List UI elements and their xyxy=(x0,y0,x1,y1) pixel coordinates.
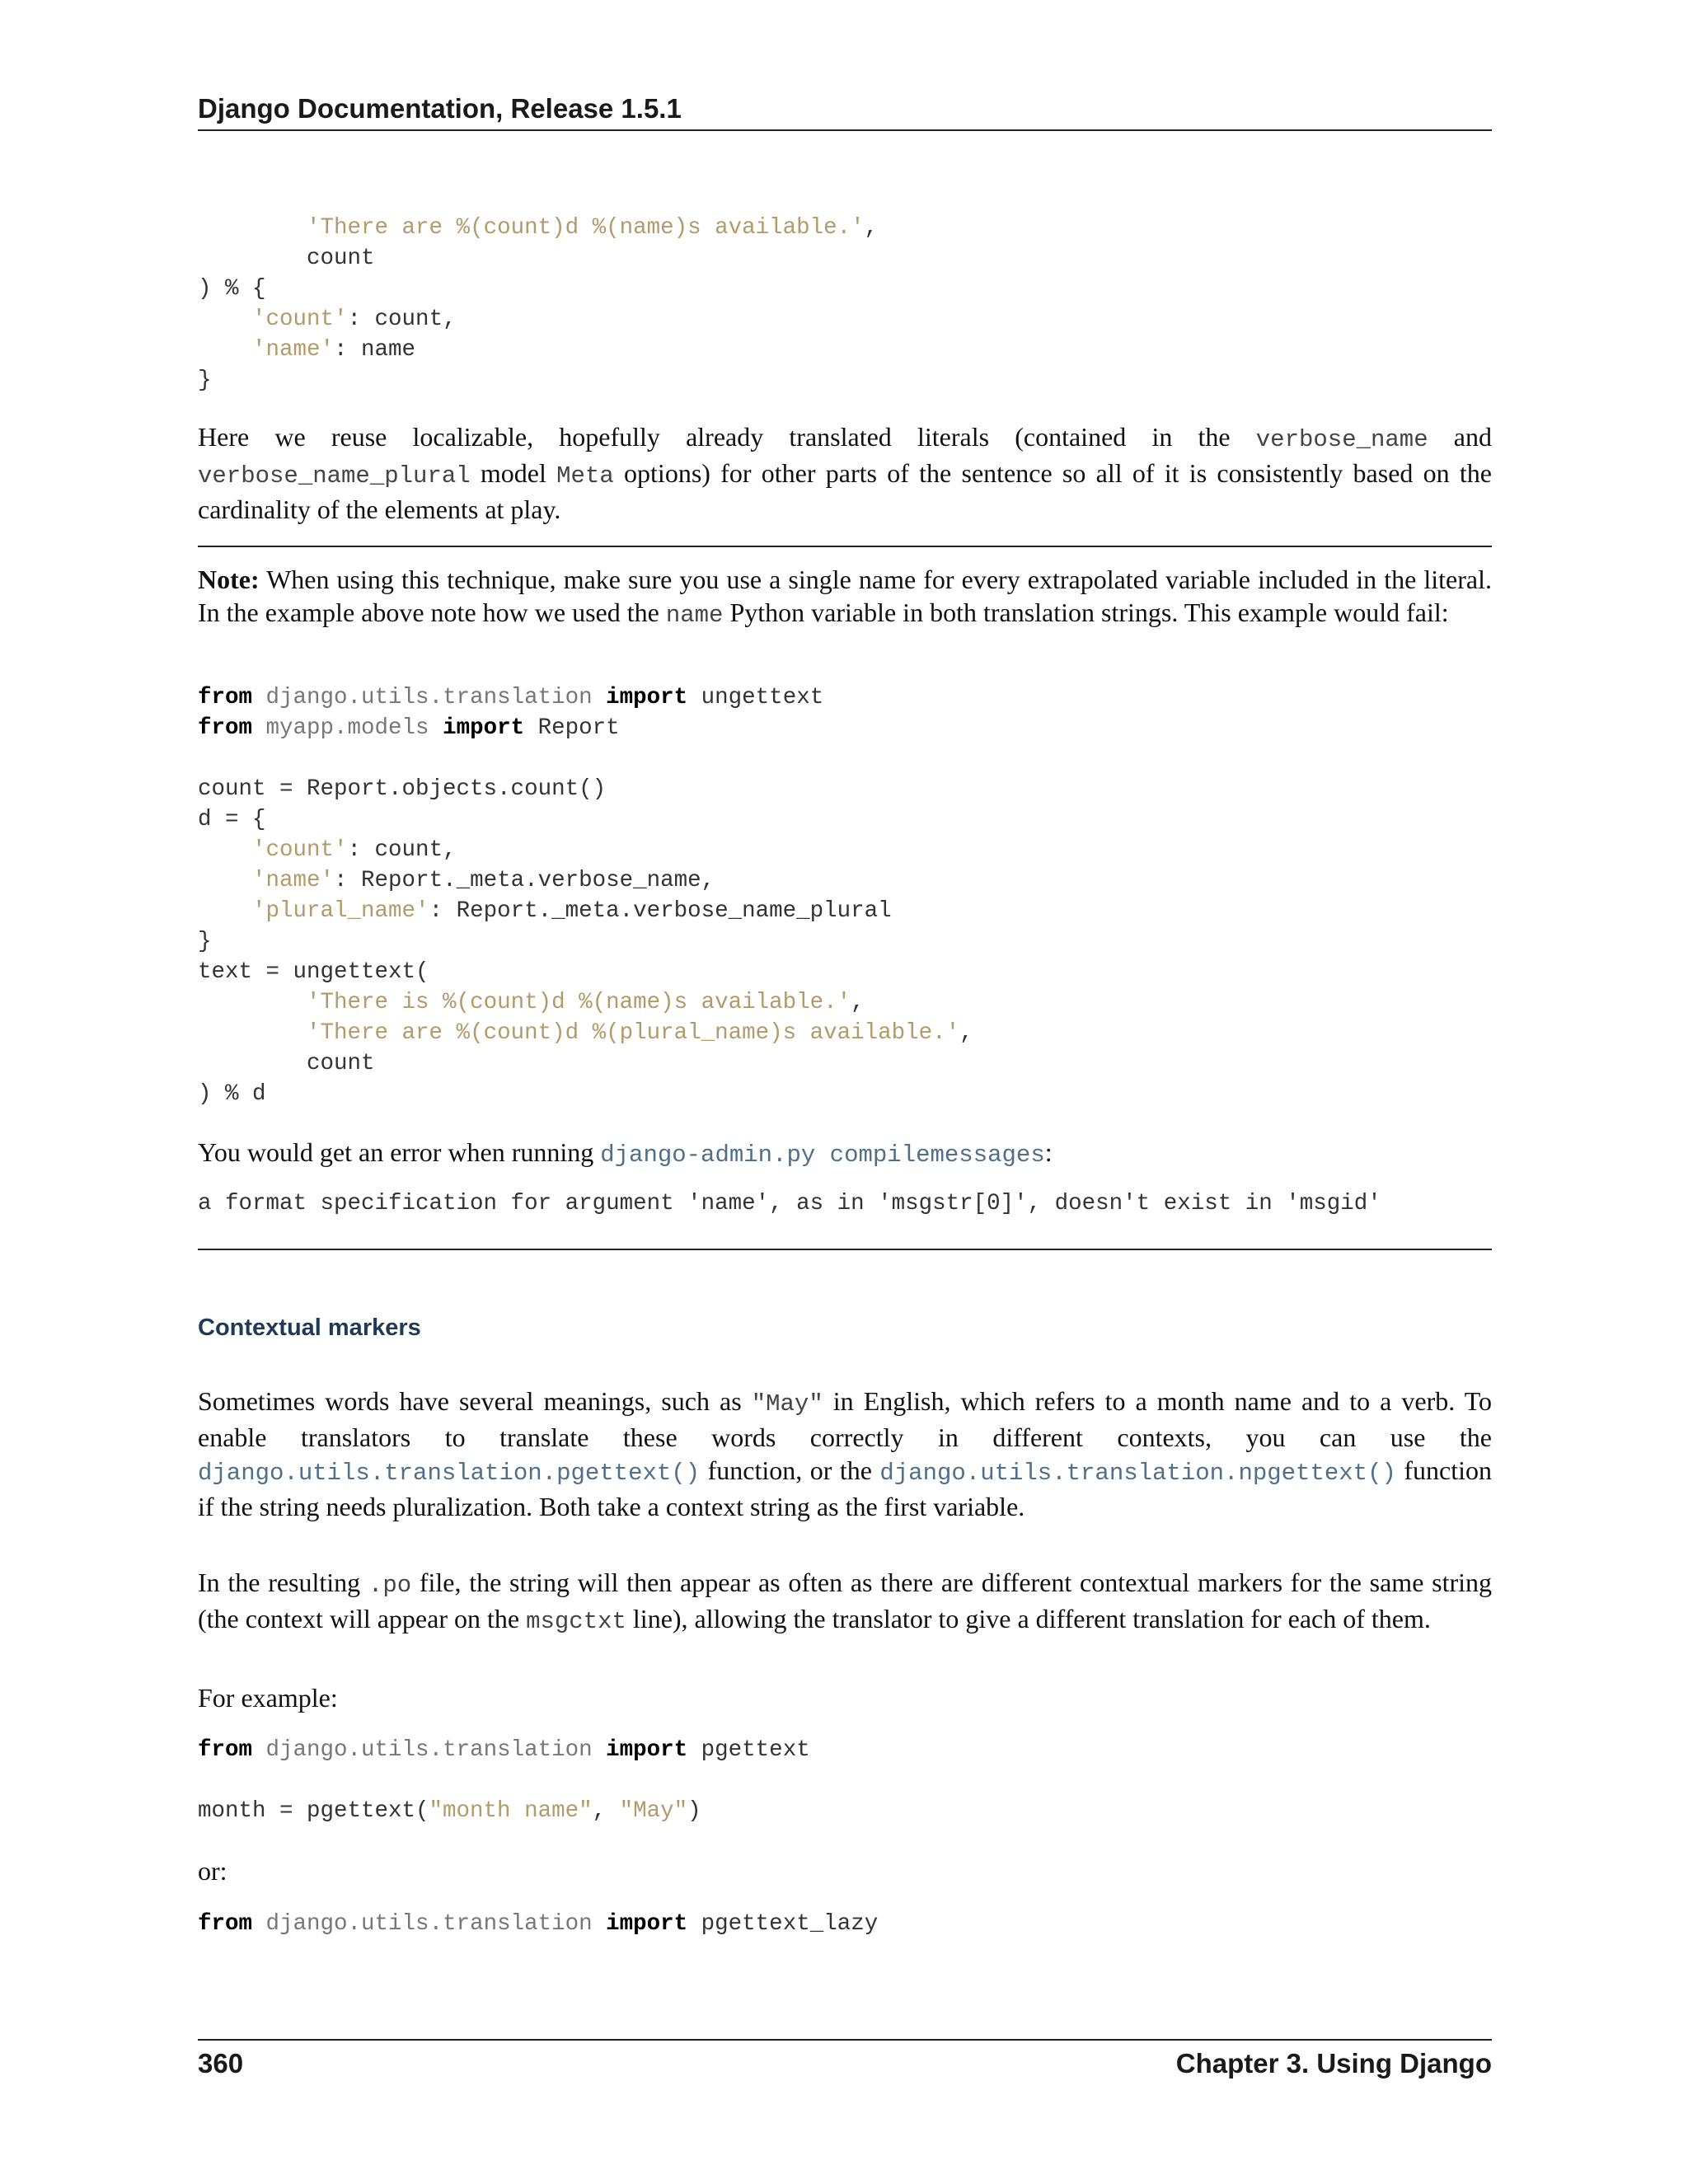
code-block-pgettext-lazy xyxy=(198,1909,878,1939)
code-text: Report xyxy=(537,715,620,741)
code-text: month = pgettext( xyxy=(198,1798,429,1824)
code-module: django.utils.translation xyxy=(265,685,593,710)
code-string: 'name' xyxy=(252,868,335,893)
code-text: , xyxy=(851,990,865,1015)
text: Python variable in both translation strings. This example would fail: xyxy=(723,598,1449,627)
page-header-title: Django Documentation, Release 1.5.1 xyxy=(198,93,682,124)
code-keyword: import xyxy=(443,715,525,741)
code-string: 'There are %(count)d %(plural_name)s available.' xyxy=(307,1020,960,1046)
code-keyword: from xyxy=(198,685,253,710)
code-text: : Report._meta.verbose_name_plural xyxy=(429,898,892,924)
code-module: django.utils.translation xyxy=(265,1737,593,1763)
note-bottom-rule xyxy=(198,1249,1492,1250)
code-keyword: import xyxy=(606,685,688,710)
paragraph-or: or: xyxy=(198,1856,227,1886)
text: and xyxy=(1428,422,1493,452)
inline-code: .po xyxy=(368,1572,412,1599)
code-string: "May" xyxy=(619,1798,688,1824)
code-string: 'There are %(count)d %(name)s available.' xyxy=(307,215,865,241)
paragraph-for-example: For example: xyxy=(198,1683,338,1713)
inline-code: msgctxt xyxy=(526,1608,626,1635)
code-keyword: from xyxy=(198,1911,253,1937)
code-string: 'count' xyxy=(252,837,348,863)
note-label: Note: xyxy=(198,565,260,594)
inline-code: name xyxy=(665,602,724,629)
text: When using this technique, make sure you use a single name for every extrapolated variable included in the literal. In the example above note how we used the xyxy=(198,565,1492,627)
inline-code: "May" xyxy=(751,1390,823,1418)
code-block-pgettext xyxy=(198,1735,810,1826)
code-text: d = { xyxy=(198,807,266,832)
code-block-plural-example xyxy=(198,213,878,396)
code-text: } xyxy=(198,929,212,954)
code-string: "month name" xyxy=(429,1798,593,1824)
code-keyword: from xyxy=(198,1737,253,1763)
text: Here we reuse localizable, hopefully already translated literals (contained in the xyxy=(198,422,1256,452)
text: function, or the xyxy=(700,1455,880,1485)
code-text: pgettext_lazy xyxy=(701,1911,879,1937)
code-text: : count, xyxy=(347,307,457,332)
code-text: : Report._meta.verbose_name, xyxy=(334,868,715,893)
code-text: ) % { xyxy=(198,276,266,302)
code-string: 'name' xyxy=(252,337,335,363)
code-text: ungettext xyxy=(701,685,824,710)
pgettext-link[interactable]: django.utils.translation.pgettext() xyxy=(198,1460,701,1487)
code-text: , xyxy=(592,1798,620,1824)
page-number: 360 xyxy=(198,2048,244,2079)
note-top-rule xyxy=(198,546,1492,547)
code-text: ) xyxy=(687,1798,701,1824)
text: : xyxy=(1044,1137,1053,1167)
code-text: text = ungettext( xyxy=(198,959,429,985)
code-string: 'plural_name' xyxy=(252,898,429,924)
code-keyword: from xyxy=(198,715,253,741)
section-heading-contextual-markers: Contextual markers xyxy=(198,1315,421,1341)
code-text: pgettext xyxy=(701,1737,810,1763)
code-text: a format specification for argument 'name', as in 'msgstr[0]', doesn't exist in 'msgid' xyxy=(198,1191,1381,1216)
code-string: 'There is %(count)d %(name)s available.' xyxy=(307,990,851,1015)
code-string: 'count' xyxy=(252,307,348,332)
text: line), allowing the translator to give a different translation for each of them. xyxy=(626,1604,1431,1633)
code-text: count = Report.objects.count() xyxy=(198,776,607,802)
text: model xyxy=(470,458,557,488)
chapter-title: Chapter 3. Using Django xyxy=(1175,2048,1492,2079)
paragraph-reuse-literals xyxy=(198,420,1492,526)
paragraph-error-intro xyxy=(198,1136,1492,1172)
npgettext-link[interactable]: django.utils.translation.npgettext() xyxy=(879,1460,1396,1487)
text: in English, which refers to a month name and to a verb. To enable translators to translate these words correctly in different contexts, you can use the xyxy=(198,1386,1493,1452)
text: In the resulting xyxy=(198,1568,368,1597)
code-text: , xyxy=(864,215,879,241)
code-text: ) % d xyxy=(198,1081,266,1107)
paragraph-po-file xyxy=(198,1566,1492,1638)
inline-code: verbose_name xyxy=(1255,426,1428,453)
code-text: count xyxy=(307,1051,375,1076)
code-module: myapp.models xyxy=(265,715,429,741)
code-text: : name xyxy=(334,337,416,363)
code-text: count xyxy=(307,246,375,271)
code-module: django.utils.translation xyxy=(265,1911,593,1937)
code-block-failing-example xyxy=(198,682,973,1109)
text: options) for other parts of the sentence so all of it is consistently based on the cardinality of the elements at play. xyxy=(198,458,1493,524)
compilemessages-link[interactable]: django-admin.py compilemessages xyxy=(600,1141,1045,1169)
text: You would get an error when running xyxy=(198,1137,601,1167)
paragraph-contextual-intro xyxy=(198,1385,1492,1523)
code-text: , xyxy=(959,1020,973,1046)
note-paragraph xyxy=(198,563,1492,632)
error-output-code xyxy=(198,1188,1381,1219)
inline-code: Meta xyxy=(556,462,614,490)
text: Sometimes words have several meanings, such as xyxy=(198,1386,752,1416)
code-text: : count, xyxy=(347,837,457,863)
header-rule xyxy=(198,129,1492,131)
text: file, the string will then appear as often as there are different contextual markers for the same string (the context will appear on the xyxy=(198,1568,1493,1633)
code-text: } xyxy=(198,368,212,393)
footer-rule xyxy=(198,2039,1492,2041)
code-keyword: import xyxy=(606,1911,688,1937)
inline-code: verbose_name_plural xyxy=(198,462,471,490)
code-keyword: import xyxy=(606,1737,688,1763)
text: function if the string needs pluralization. Both take a context string as the first variable. xyxy=(198,1455,1492,1521)
